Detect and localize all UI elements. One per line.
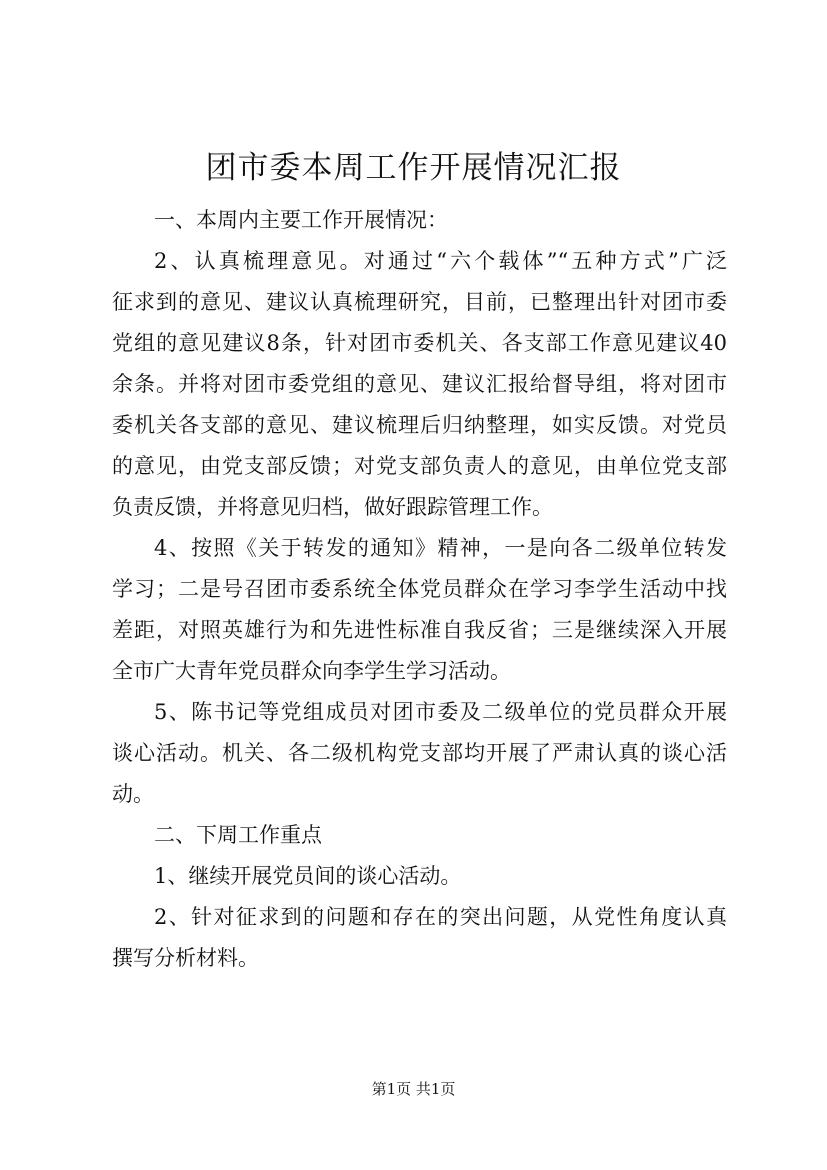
body-line: 差距，对照英雄行为和先进性标准自我反省；三是继续深入开展 [112, 618, 727, 642]
body-line: 一、本周内主要工作开展情况： [154, 208, 448, 232]
body-line: 2、针对征求到的问题和存在的突出问题，从党性角度认真 [154, 905, 727, 929]
body-line: 2、认真梳理意见。对通过“六个载体”“五种方式”广泛 [154, 249, 727, 273]
body-line: 1、继续开展党员间的谈心活动。 [154, 864, 462, 888]
body-line: 的意见，由党支部反馈；对党支部负责人的意见，由单位党支部 [112, 454, 727, 478]
body-line: 全市广大青年党员群众向李学生学习活动。 [112, 659, 511, 683]
body-line: 4、按照《关于转发的通知》精神，一是向各二级单位转发 [154, 536, 727, 560]
body-line: 5、陈书记等党组成员对团市委及二级单位的党员群众开展 [154, 700, 727, 724]
document-body [112, 200, 727, 979]
body-line: 撰写分析材料。 [112, 946, 259, 970]
body-line: 二、下周工作重点 [154, 823, 322, 847]
body-line: 学习；二是号召团市委系统全体党员群众在学习李学生活动中找 [112, 577, 727, 601]
document-title: 团市委本周工作开展情况汇报 [205, 150, 622, 186]
body-line: 动。 [112, 782, 154, 806]
body-line: 征求到的意见、建议认真梳理研究，目前，已整理出针对团市委 [112, 290, 727, 314]
body-line: 党组的意见建议8条，针对团市委机关、各支部工作意见建议40 [112, 331, 727, 355]
body-line: 谈心活动。机关、各二级机构党支部均开展了严肃认真的谈心活 [112, 741, 727, 765]
body-line: 委机关各支部的意见、建议梳理后归纳整理，如实反馈。对党员 [112, 413, 727, 437]
page-footer: 第1页 共1页 [371, 1080, 456, 1098]
body-line: 余条。并将对团市委党组的意见、建议汇报给督导组，将对团市 [112, 372, 727, 396]
body-line: 负责反馈，并将意见归档，做好跟踪管理工作。 [112, 495, 553, 519]
